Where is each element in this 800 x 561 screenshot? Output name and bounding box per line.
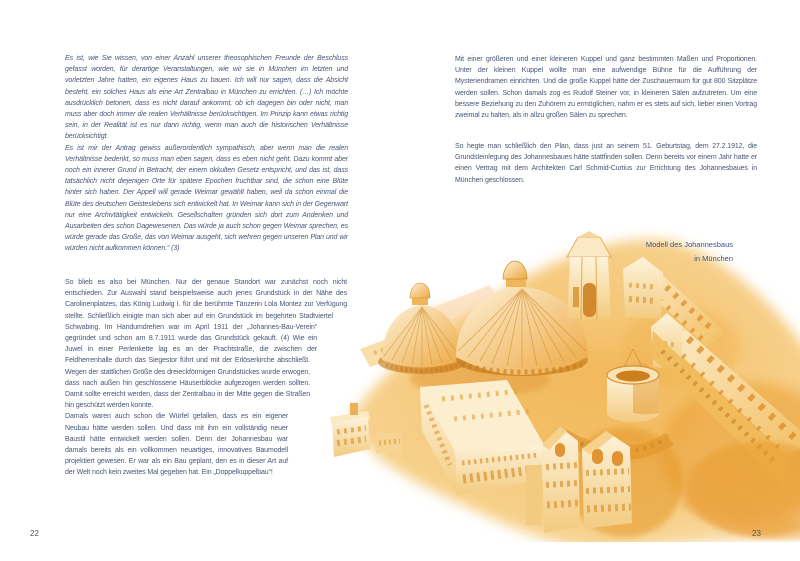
model-caption-line1: Modell des Johannesbaus [645,240,733,249]
quote-paragraph-2: Es ist mir der Antrag gewiss außerordentlich sympathisch, aber wenn man die realen Verhältnisse bedenkt, so muss man eben sagen, dass es eben nicht geht. Dazu kommt aber noch ein innerer Grund in Betracht, der einem okkulten Gesetz entspricht, und das ist, dass tatsächlich nicht diejenigen Orte für spätere Epochen fruchtbar sind, die schon eine Blüte hinter sich haben. Der Appell will gerade Weimar gewählt haben, weil da schon einmal die Blüte des deutschen Geisteslebens sich entwickelt hat. In Weimar kann sich in der Gegenwart nur eine Archivtätigkeit entwickeln. Gesellschaften gründen sich dort zum Andenken und Ausarbeiten des schon Dagewesenen. Das würde ja auch schon gegen Weimar sprechen, es würde gerade das Große, das von Weimar ausgeht, sich wehren gegen unseren Plan und wir würden nicht aufkommen können.“ (3) [65,144,348,253]
body-paragraph-2: Damals waren auch schon die Würfel gefallen, dass es ein eigener Neubau hätte werden sollen. Und dass mit ihm ein vollständig neuer Baustil hätte entwickelt werden sollen. Denn der Johannesbau war damals bereits als ein vollkommen neuartiges, innovatives Baumodell projektiert gewesen. Er war als ein Bau geplant, den es in dieser Art auf der Welt noch kein zweites Mal gegeben hat. Ein „Doppelkuppelbau“! [65,413,288,477]
left-body-block [65,277,348,522]
page-number-right: 23 [752,529,761,538]
model-photo-illustration [330,227,800,542]
right-paragraph-2: So hegte man schließlich den Plan, dass just an seinem 51. Geburtstag, dem 27.2.1912, die Grundsteinlegung des Johannesbaues hätte stattfinden sollen. Denn bereits vor einem Jahr hatte er einen Vertrag mit dem Architekten Carl Schmid-Curtius zur Errichtung des Johannesbaues in München geschlossen. [455,143,757,184]
johannesbau-model-image [330,227,800,542]
page-number-left: 22 [30,529,39,538]
right-paragraph-1: Mit einer größeren und einer kleineren Kuppel und ganz bestimmten Maßen und Proportionen. Unter der kleinen Kuppel wollte man eine aufwendige Bühne für die Aufführung der Mysteriendramen einrichten. Und die große Kuppel hätte der Zuschauerraum für gut 800 Sitzplätze werden sollen. Schon damals zog es Rudolf Steiner vor, in kleineren Sälen aufzutreten. Um eine bessere Beziehung zu den Zuhörern zu ermöglichen, nahm er es stets auf sich, lieber einen Vortrag zweimal zu halten, als in allzu großen Sälen zu sprechen. [455,56,757,120]
model-caption [533,238,733,266]
quote-paragraph-1: Es ist, wie Sie wissen, von einer Anzahl unserer theosophischen Freunde der Beschluss gefasst worden, für derartige Veranstaltungen, wie wir sie in München im letzten und vorletzten Jahre hatten, ein eigenes Haus zu bauen. Ich will nur sagen, dass die Absicht besteht, ein solches Haus als eine Art Zentralbau in München zu errichten. (…) Ich möchte ausdrücklich betonen, dass es nicht darauf ankommt, ob ich dagegen bin oder nicht, man muss aber doch immer die realen Verhältnisse berücksichtigen. Im Prinzip kann etwas richtig sein, in der Realität ist es nur dann richtig, wenn man auch die historischen Verhältnisse berücksichtigt. [65,55,348,141]
body-paragraph-1: So blieb es also bei München. Nur der genaue Standort war zunächst noch nicht entschieden. Zur Auswahl stand beispielsweise auch jenes Grundstück in der Nähe des Carolinenplatzes, das König Ludwig I. für die berühmte Tänzerin Lola Montez zur Verfügung stellte. Schließlich einigte man sich aber auf ein Grundstück im begehrten Stadtviertel Schwabing. Im Handumdrehen war im April 1911 der „Johannes-Bau-Verein“ gegründet und schon am 8.7.1911 wurde das Grundstück gekauft. (4) Wie ein Juwel in einer Perlenkette lag es an der Prachtstraße, die zwischen der Feldherrenhalle durch das Siegestor führt und mit der Erlöserkirche abschließt. Wegen der stattlichen Größe des dreieckförmigen Grundstückes wurde erwogen, dass nach außen hin geschlossene Häuserblöcke aufgezogen werden sollten. Damit sollte erreicht werden, dass der Zentralbau in der Mitte gegen die Straßen hin geschützt werden konnte. [65,279,347,410]
model-caption-line2: in München [694,254,733,263]
front-houses [526,427,683,537]
small-dome [378,283,466,374]
left-quote-block [65,53,348,255]
